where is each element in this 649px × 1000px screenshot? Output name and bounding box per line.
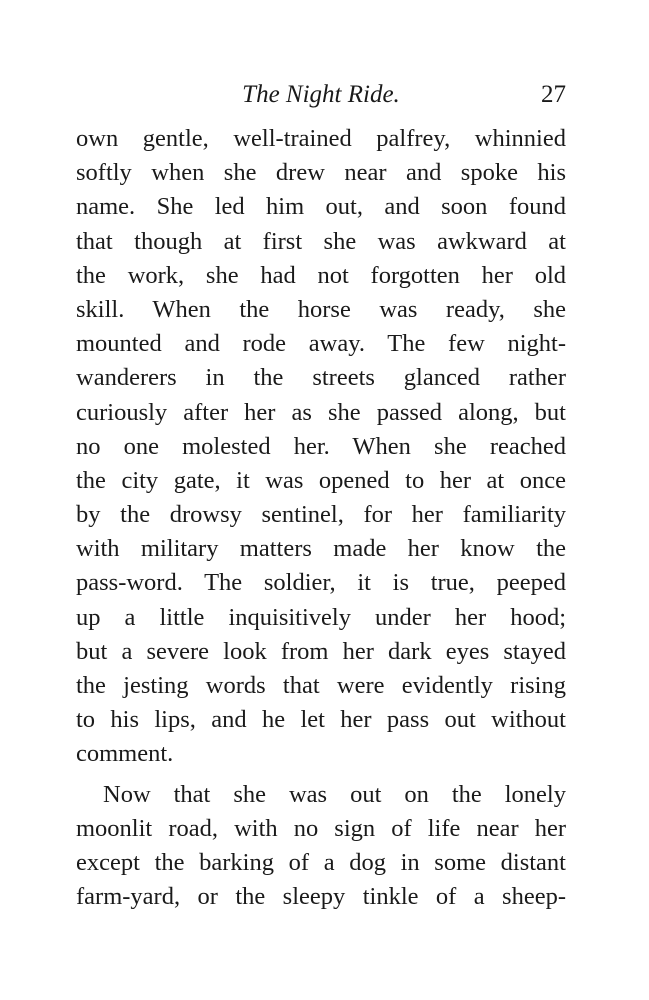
text-line: skill. When the horse was ready, she [76,295,566,323]
text-line: with military matters made her know the [76,535,566,563]
text-line: name. She led him out, and soon found [76,193,566,221]
text-line: softly when she drew near and spoke his [76,159,566,187]
text-line: moonlit road, with no sign of life near her [76,814,566,842]
text-line: own gentle, well-trained palfrey, whinnied [76,125,566,152]
body-text [76,122,566,914]
text-line: wanderers in the streets glanced rather [76,364,566,392]
text-line: except the barking of a dog in some distant [76,848,566,876]
text-line: the work, she had not forgotten her old [76,261,566,289]
text-line: but a severe look from her dark eyes stayed [76,637,566,665]
text-line: pass-word. The soldier, it is true, peeped [76,569,566,597]
text-line: that though at first she was awkward at [76,227,566,255]
text-line: Now that she was out on the lonely [103,780,566,808]
paragraph [76,122,566,772]
text-line: mounted and rode away. The few night- [76,330,566,358]
text-line: comment. [76,740,174,768]
page-number: 27 [541,81,566,108]
text-line: farm-yard, or the sleepy tinkle of a sheep- [76,883,566,911]
running-title: The Night Ride. [242,81,400,108]
text-line: no one molested her. When she reached [76,432,566,460]
text-line: curiously after her as she passed along, but [76,398,566,426]
paragraph [76,778,566,915]
text-line: the city gate, it was opened to her at once [76,466,566,494]
page-header [76,78,566,112]
text-line: by the drowsy sentinel, for her familiarity [76,501,566,529]
text-line: to his lips, and he let her pass out without [76,706,566,734]
text-line: the jesting words that were evidently rising [76,672,566,699]
text-line: up a little inquisitively under her hood; [76,603,566,631]
